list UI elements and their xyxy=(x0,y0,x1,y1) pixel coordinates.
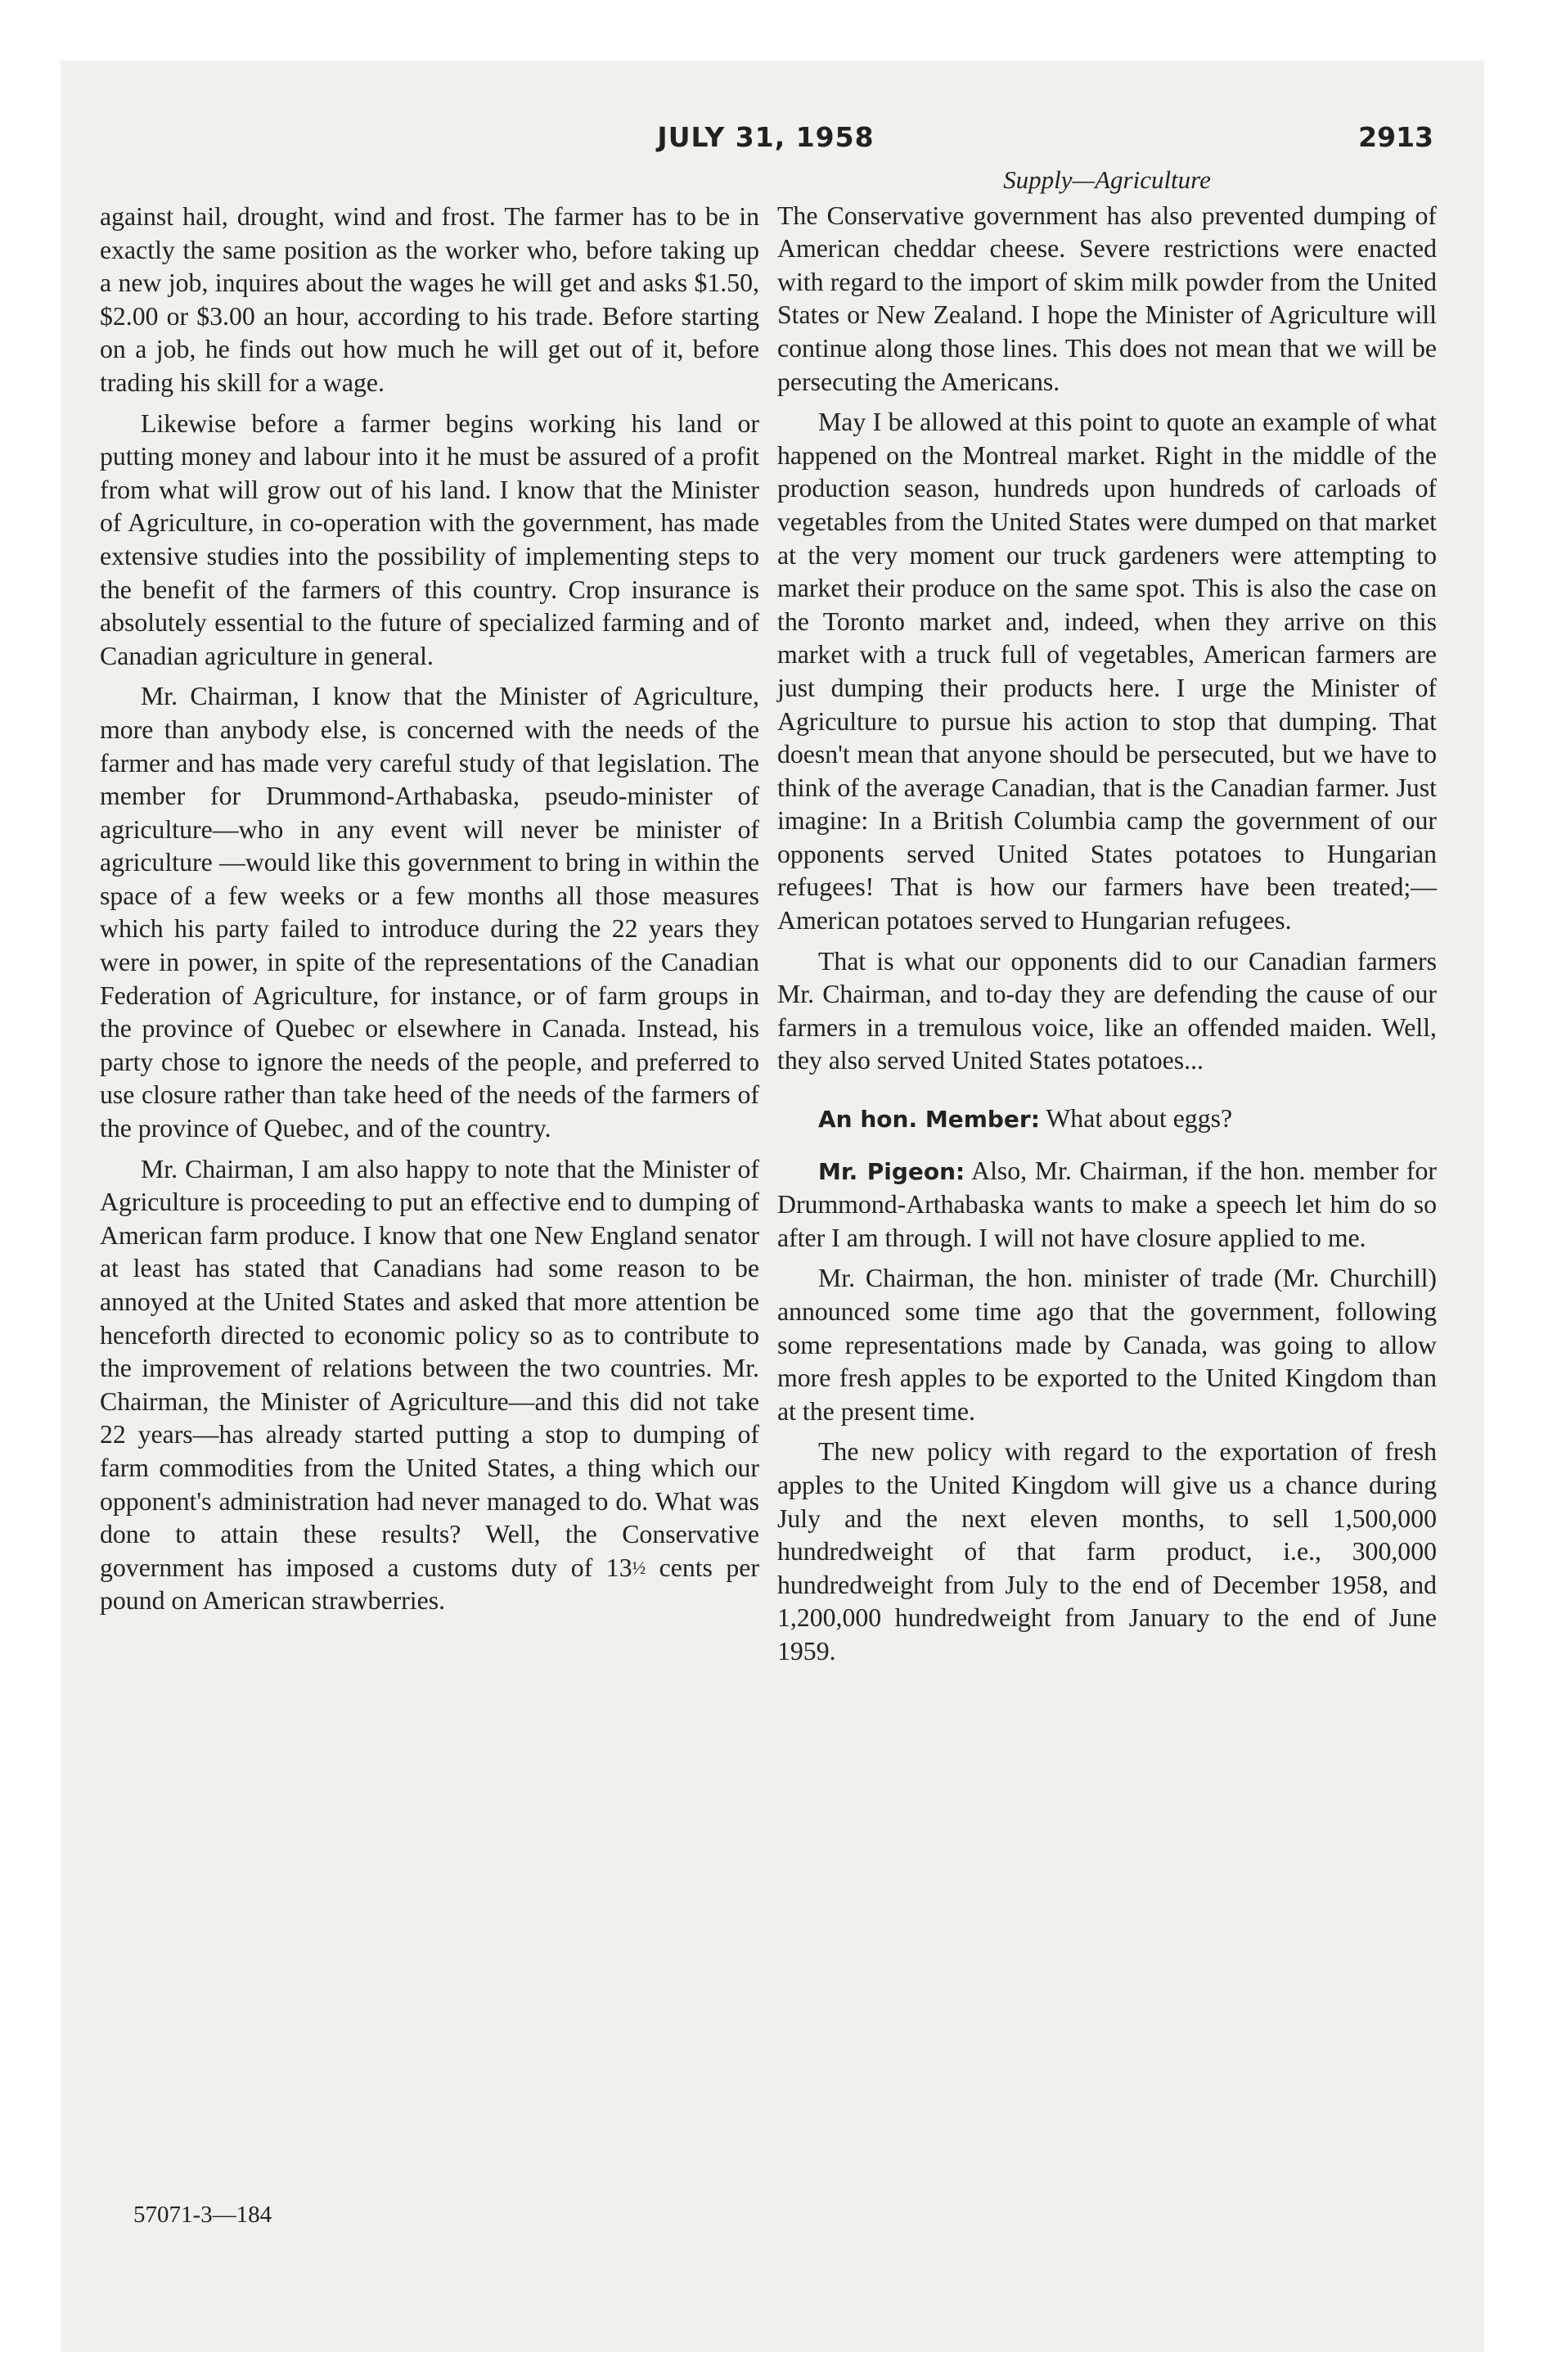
speaker-mr-pigeon: Mr. Pigeon: xyxy=(818,1157,965,1185)
right-paragraph-6: The new policy with regard to the exportation of fresh apples to the United Kingdom will give us a chance during July and the next eleven months, to sell 1,500,000 hundredweight of that farm product, i.e., 300,000 hundredweight from July to the end of December 1958, and 1,200,000 hundredweight from January to the end of June 1959. xyxy=(777,1437,1437,1666)
left-paragraph-3: Mr. Chairman, I know that the Minister of Agriculture, more than anybody else, is concerned with the needs of the farmer and has made very careful study of that legislation. The member for Drummond-Arthabaska, pseudo-minister of agriculture—who in any event will never be minister of agriculture —would like this government to bring in within the space of a few weeks or a few months all those measures which his party failed to introduce during the 22 years they were in power, in spite of the representations of the Canadian Federation of Agriculture, for instance, or of farm groups in the province of Quebec or elsewhere in Canada. Instead, his party chose to ignore the needs of the people, and preferred to use closure rather than take heed of the needs of the farmers of the province of Quebec, and of the country. xyxy=(100,682,759,1143)
right-column xyxy=(777,164,1437,1676)
running-head: Supply—Agriculture xyxy=(1003,165,1211,194)
interjection-paragraph xyxy=(777,1102,1437,1137)
pigeon-paragraph xyxy=(777,1155,1437,1255)
page-number: 2913 xyxy=(1358,121,1433,153)
left-paragraph-2: Likewise before a farmer begins working his land or putting money and labour into it he must be assured of a profit from what will grow out of his land. I know that the Minister of Agriculture, in co-operation with the government, has made extensive studies into the possibility of implementing steps to the benefit of the farmers of this country. Crop insurance is absolutely essential to the future of specialized farming and of Canadian agriculture in general. xyxy=(100,408,759,670)
page-date: JULY 31, 1958 xyxy=(657,121,875,153)
pigeon-speech: Also, Mr. Chairman, if the hon. member for Drummond-Arthabaska wants to make a speech let him do so after I am through. I will not have closure applied to me. xyxy=(777,1156,1437,1252)
right-paragraph-5: Mr. Chairman, the hon. minister of trade (Mr. Churchill) announced some time ago that the government, following some representations made by Canada, was going to allow more fresh apples to be exported to the United Kingdom than at the present time. xyxy=(777,1264,1437,1426)
print-code: 57071-3—184 xyxy=(133,2202,272,2228)
right-paragraph-1: The Conservative government has also prevented dumping of American cheddar cheese. Severe restrictions were enacted with regard to the import of skim milk powder from the United States or New Zealand. I hope the Minister of Agriculture will continue along those lines. This does not mean that we will be persecuting the Americans. xyxy=(777,201,1437,396)
speaker-hon-member: An hon. Member: xyxy=(818,1106,1040,1134)
right-paragraph-3: That is what our opponents did to our Canadian farmers Mr. Chairman, and to-day they are defending the cause of our farmers in a tremulous voice, like an offended maiden. Well, they also served United States potatoes... xyxy=(777,946,1437,1075)
duty-amount: 13 xyxy=(605,1553,632,1582)
interjection-text: What about eggs? xyxy=(1046,1104,1233,1134)
left-column xyxy=(100,201,759,1625)
left-paragraph-4 xyxy=(100,1153,759,1618)
duty-fraction: ½ xyxy=(632,1557,646,1578)
left-paragraph-4-main: Mr. Chairman, I am also happy to note that the Minister of Agriculture is proceeding to put an effective end to dumping of American farm produce. I know that one New England senator at least has stated that Canadians had some reason to be annoyed at the United States and asked that more attention be henceforth directed to economic policy so as to contribute to the improvement of relations between the two countries. Mr. Chairman, the Minister of Agriculture—and this did not take 22 years—has already started putting a stop to dumping of farm commodities from the United States, a thing which our opponent's administration had never managed to do. What was done to attain these results? Well, the Conservative government has imposed a customs duty of xyxy=(100,1154,759,1582)
right-paragraph-2: May I be allowed at this point to quote an example of what happened on the Montreal market. Right in the middle of the production season, hundreds upon hundreds of carloads of vegetables from the United States were dumped on that market at the very moment our truck gardeners were attempting to market their produce on the same spot. This is also the case on the Toronto market and, indeed, when they arrive on this market with a truck full of vegetables, American farmers are just dumping their products here. I urge the Minister of Agriculture to pursue his action to stop that dumping. That doesn't mean that anyone should be persecuted, but we have to think of the average Canadian, that is the Canadian farmer. Just imagine: In a British Columbia camp the government of our opponents served United States potatoes to Hungarian refugees! That is how our farmers have been treated;—American potatoes served to Hungarian refugees. xyxy=(777,408,1437,935)
page-header xyxy=(98,121,1433,162)
left-paragraph-4-end: cents per pound on American strawberries. xyxy=(100,1553,760,1616)
left-paragraph-1: against hail, drought, wind and frost. The farmer has to be in exactly the same position as the worker who, before taking up a new job, inquires about the wages he will get and asks $1.50, $2.00 or $3.00 an hour, according to his trade. Before starting on a job, he finds out how much he will get out of it, before trading his skill for a wage. xyxy=(100,202,759,397)
